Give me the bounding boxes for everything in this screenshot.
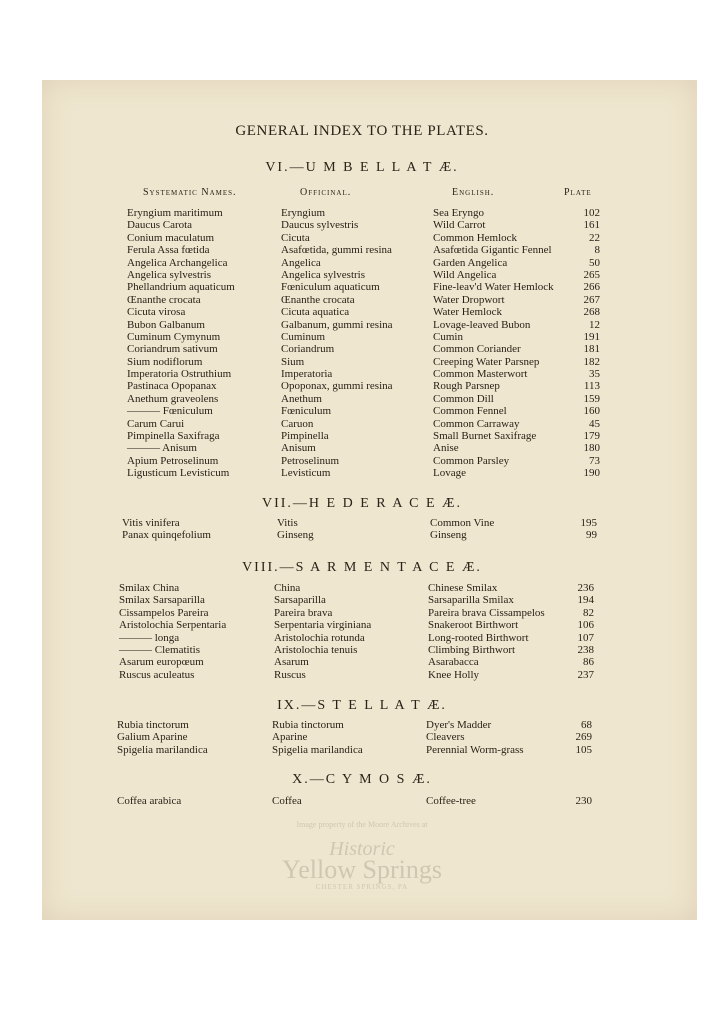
watermark-line-4: CHESTER SPRINGS, PA — [315, 883, 409, 891]
index-cell-systematic: Ferula Assa fœtida — [127, 244, 210, 257]
section-cymosae-officinal-column — [272, 795, 302, 807]
section-sarmentaceae-plate-column — [558, 582, 594, 681]
index-cell-english: Common Vine — [430, 517, 495, 529]
index-cell-plate: 182 — [583, 355, 600, 368]
index-cell-systematic: Daucus Carota — [127, 219, 193, 232]
index-cell-systematic: Coffea arabica — [117, 795, 182, 807]
index-cell-systematic: Ruscus aculeatus — [119, 668, 195, 681]
index-cell-english: Cleavers — [426, 731, 465, 744]
index-cell-plate: 12 — [589, 318, 600, 331]
index-cell-systematic: Imperatoria Ostruthium — [127, 368, 232, 381]
section-hederaceae-plate-column — [561, 517, 597, 542]
section-heading-umbellatae: VI.—U M B E L L A T Æ. — [265, 160, 459, 175]
index-cell-english: Lovage-leaved Bubon — [433, 318, 531, 331]
index-cell-english: Snakeroot Birthwort — [428, 619, 519, 632]
index-cell-english: Cumin — [433, 330, 463, 343]
index-cell-officinal: Daucus sylvestris — [281, 219, 359, 232]
section-stellatae-systematic-column — [117, 719, 208, 756]
index-cell-officinal: Vitis — [277, 517, 298, 529]
index-cell-officinal: Fœniculum — [281, 405, 332, 418]
index-cell-systematic: Phellandrium aquaticum — [127, 281, 235, 294]
index-cell-officinal: Rubia tinctorum — [272, 719, 344, 731]
header-systematic: Systematic Names. — [143, 187, 237, 198]
index-cell-systematic: Cissampelos Pareira — [119, 606, 209, 619]
index-cell-officinal: Cuminum — [281, 330, 326, 343]
header-officinal: Officinal. — [300, 187, 352, 198]
index-cell-plate: 107 — [577, 631, 594, 644]
index-cell-plate: 105 — [575, 743, 592, 756]
index-cell-plate: 236 — [577, 582, 594, 594]
index-cell-officinal: Fœniculum aquaticum — [281, 281, 380, 294]
index-cell-systematic: Asarum europœum — [119, 656, 204, 669]
page-title: GENERAL INDEX TO THE PLATES. — [235, 123, 489, 139]
index-cell-officinal: Coriandrum — [281, 343, 335, 356]
index-cell-officinal: Petroselinum — [281, 454, 340, 467]
index-cell-plate: 238 — [577, 643, 594, 656]
section-heading-stellatae: IX.—S T E L L A T Æ. — [277, 698, 447, 713]
index-cell-plate: 86 — [583, 656, 594, 669]
index-cell-english: Common Fennel — [433, 405, 507, 418]
section-stellatae-english-column — [426, 719, 524, 756]
index-cell-officinal: Aparine — [272, 731, 308, 744]
section-sarmentaceae-systematic-column — [119, 582, 226, 681]
index-cell-systematic: Pimpinella Saxifraga — [127, 430, 220, 443]
index-cell-officinal: Ruscus — [274, 668, 306, 681]
index-cell-english: Asafœtida Gigantic Fennel — [433, 244, 552, 257]
index-cell-systematic: ——— longa — [119, 631, 180, 644]
section-umbellatae-plate-column — [564, 207, 600, 480]
index-cell-plate: 113 — [583, 380, 600, 393]
section-umbellatae-english-column — [433, 207, 554, 480]
index-cell-systematic: Angelica Archangelica — [127, 256, 228, 269]
index-cell-systematic: ——— Fœniculum — [127, 405, 213, 418]
index-cell-english: Water Dropwort — [433, 293, 505, 306]
index-cell-officinal: Cicuta aquatica — [281, 306, 350, 319]
index-cell-officinal: Imperatoria — [281, 368, 333, 381]
index-cell-plate: 50 — [589, 256, 600, 269]
index-cell-english: Ginseng — [430, 529, 467, 542]
index-cell-english: Pareira brava Cissampelos — [428, 606, 545, 619]
index-cell-officinal: Pimpinella — [281, 430, 329, 443]
index-cell-plate: 267 — [583, 293, 600, 306]
index-cell-officinal: Aristolochia rotunda — [274, 631, 365, 644]
index-cell-english: Perennial Worm-grass — [426, 743, 524, 756]
section-cymosae-systematic-column — [117, 795, 181, 807]
index-cell-english: Dyer's Madder — [426, 719, 492, 731]
index-cell-plate: 160 — [583, 405, 600, 418]
index-cell-officinal: Coffea — [272, 795, 302, 807]
section-cymosae-plate-column — [556, 795, 592, 807]
index-cell-officinal: Spigelia marilandica — [272, 743, 363, 756]
section-hederaceae-systematic-column — [122, 517, 211, 542]
index-cell-plate: 180 — [583, 442, 600, 455]
section-umbellatae-officinal-column — [281, 207, 393, 480]
index-cell-systematic: Sium nodiflorum — [127, 355, 203, 368]
index-cell-officinal: Cicuta — [281, 231, 310, 244]
index-cell-officinal: Asarum — [274, 656, 309, 669]
section-heading-cymosae: X.—C Y M O S Æ. — [292, 772, 432, 787]
index-cell-plate: 161 — [583, 219, 600, 232]
index-cell-english: Long-rooted Birthwort — [428, 631, 529, 644]
section-sarmentaceae-officinal-column — [274, 582, 371, 681]
index-cell-officinal: Galbanum, gummi resina — [281, 318, 393, 331]
index-cell-systematic: Angelica sylvestris — [127, 268, 212, 281]
index-cell-systematic: Eryngium maritimum — [127, 207, 223, 219]
index-cell-plate: 102 — [583, 207, 600, 219]
index-cell-plate: 35 — [589, 368, 600, 381]
section-hederaceae-officinal-column — [277, 517, 314, 542]
index-cell-systematic: Bubon Galbanum — [127, 318, 205, 331]
watermark-line-3: Yellow Springs — [282, 855, 442, 884]
index-cell-plate: 82 — [583, 606, 594, 619]
index-cell-plate: 194 — [577, 594, 594, 607]
index-cell-officinal: Anethum — [281, 392, 322, 405]
section-heading-hederaceae: VII.—H E D E R A C E Æ. — [262, 496, 462, 511]
index-cell-english: Lovage — [433, 467, 466, 480]
index-cell-plate: 268 — [583, 306, 600, 319]
index-cell-systematic: ——— Clematitis — [119, 643, 200, 656]
section-stellatae-plate-column — [556, 719, 592, 756]
index-cell-officinal: Sarsaparilla — [274, 594, 326, 607]
index-cell-plate: 265 — [583, 268, 600, 281]
index-cell-systematic: Aristolochia Serpentaria — [119, 619, 227, 632]
index-cell-systematic: Smilax China — [119, 582, 180, 594]
index-cell-officinal: Anisum — [281, 442, 316, 455]
index-cell-plate: 159 — [583, 392, 600, 405]
index-cell-english: Chinese Smilax — [428, 582, 498, 594]
section-umbellatae-systematic-column — [127, 207, 235, 480]
index-cell-english: Common Carraway — [433, 417, 520, 430]
index-cell-english: Fine-leav'd Water Hemlock — [433, 281, 554, 294]
index-cell-systematic: Spigelia marilandica — [117, 743, 208, 756]
index-cell-systematic: Ligusticum Levisticum — [127, 467, 230, 480]
index-cell-plate: 191 — [583, 330, 600, 343]
index-cell-officinal: Pareira brava — [274, 606, 333, 619]
index-cell-english: Small Burnet Saxifrage — [433, 430, 537, 443]
header-english: English. — [452, 187, 495, 198]
index-cell-officinal: Aristolochia tenuis — [274, 643, 358, 656]
index-cell-english: Common Masterwort — [433, 368, 528, 381]
watermark-line-2: Historic — [329, 838, 395, 860]
header-plate: Plate — [564, 187, 592, 198]
index-cell-plate: 8 — [594, 244, 600, 257]
index-cell-plate: 22 — [589, 231, 600, 244]
index-cell-officinal: Opoponax, gummi resina — [281, 380, 393, 393]
index-cell-english: Sarsaparilla Smilax — [428, 594, 514, 607]
index-cell-systematic: Cicuta virosa — [127, 306, 186, 319]
index-cell-english: Climbing Birthwort — [428, 643, 516, 656]
index-cell-officinal: China — [274, 582, 301, 594]
index-cell-plate: 45 — [589, 417, 600, 430]
index-cell-systematic: ——— Anisum — [127, 442, 197, 455]
index-cell-plate: 73 — [589, 454, 600, 467]
index-cell-plate: 106 — [577, 619, 594, 632]
index-cell-systematic: Galium Aparine — [117, 731, 188, 744]
index-cell-english: Common Hemlock — [433, 231, 518, 244]
section-cymosae-english-column — [426, 795, 476, 807]
index-cell-english: Coffee-tree — [426, 795, 476, 807]
section-stellatae-officinal-column — [272, 719, 363, 756]
section-heading-sarmentaceae: VIII.—S A R M E N T A C E Æ. — [242, 560, 482, 575]
index-cell-systematic: Cuminum Cymynum — [127, 330, 221, 343]
index-cell-systematic: Apium Petroselinum — [127, 454, 219, 467]
index-cell-systematic: Rubia tinctorum — [117, 719, 189, 731]
index-cell-plate: 195 — [580, 517, 597, 529]
index-cell-officinal: Asafœtida, gummi resina — [281, 244, 392, 257]
index-cell-systematic: Conium maculatum — [127, 231, 215, 244]
index-cell-plate: 99 — [586, 529, 597, 542]
index-cell-officinal: Caruon — [281, 417, 314, 430]
index-cell-plate: 237 — [577, 668, 594, 681]
index-cell-english: Creeping Water Parsnep — [433, 355, 540, 368]
index-cell-english: Sea Eryngo — [433, 207, 485, 219]
index-cell-english: Common Dill — [433, 392, 494, 405]
section-hederaceae-english-column — [430, 517, 494, 542]
index-cell-plate: 68 — [581, 719, 592, 731]
index-cell-english: Rough Parsnep — [433, 380, 500, 393]
index-cell-systematic: Anethum graveolens — [127, 392, 219, 405]
index-cell-plate: 181 — [583, 343, 600, 356]
index-cell-systematic: Smilax Sarsaparilla — [119, 594, 205, 607]
index-cell-plate: 269 — [575, 731, 592, 744]
index-cell-officinal: Ginseng — [277, 529, 314, 542]
index-cell-officinal: Sium — [281, 355, 305, 368]
index-cell-english: Wild Angelica — [433, 268, 497, 281]
index-cell-english: Garden Angelica — [433, 256, 508, 269]
index-cell-plate: 179 — [583, 430, 600, 443]
index-cell-english: Wild Carrot — [433, 219, 486, 232]
index-cell-english: Water Hemlock — [433, 306, 503, 319]
index-cell-officinal: Serpentaria virginiana — [274, 619, 372, 632]
index-cell-systematic: Coriandrum sativum — [127, 343, 218, 356]
index-cell-english: Anise — [433, 442, 459, 455]
watermark-line-1: Image property of the Moore Archives at — [296, 820, 428, 829]
index-cell-plate: 230 — [575, 795, 592, 807]
index-cell-officinal: Levisticum — [281, 467, 331, 480]
index-cell-plate: 266 — [583, 281, 600, 294]
index-cell-english: Common Parsley — [433, 454, 510, 467]
index-cell-english: Common Coriander — [433, 343, 521, 356]
index-cell-systematic: Pastinaca Opopanax — [127, 380, 217, 393]
index-cell-english: Knee Holly — [428, 668, 480, 681]
index-cell-officinal: Angelica sylvestris — [281, 268, 366, 281]
index-cell-officinal: Angelica — [281, 256, 321, 269]
index-cell-systematic: Vitis vinifera — [122, 517, 180, 529]
section-sarmentaceae-english-column — [428, 582, 545, 681]
index-cell-systematic: Carum Carui — [127, 417, 185, 430]
index-cell-plate: 190 — [583, 467, 600, 480]
index-cell-systematic: Œnanthe crocata — [127, 293, 201, 306]
index-cell-systematic: Panax quinqefolium — [122, 529, 211, 542]
index-cell-officinal: Œnanthe crocata — [281, 293, 355, 306]
index-cell-officinal: Eryngium — [281, 207, 325, 219]
index-cell-english: Asarabacca — [428, 656, 479, 669]
